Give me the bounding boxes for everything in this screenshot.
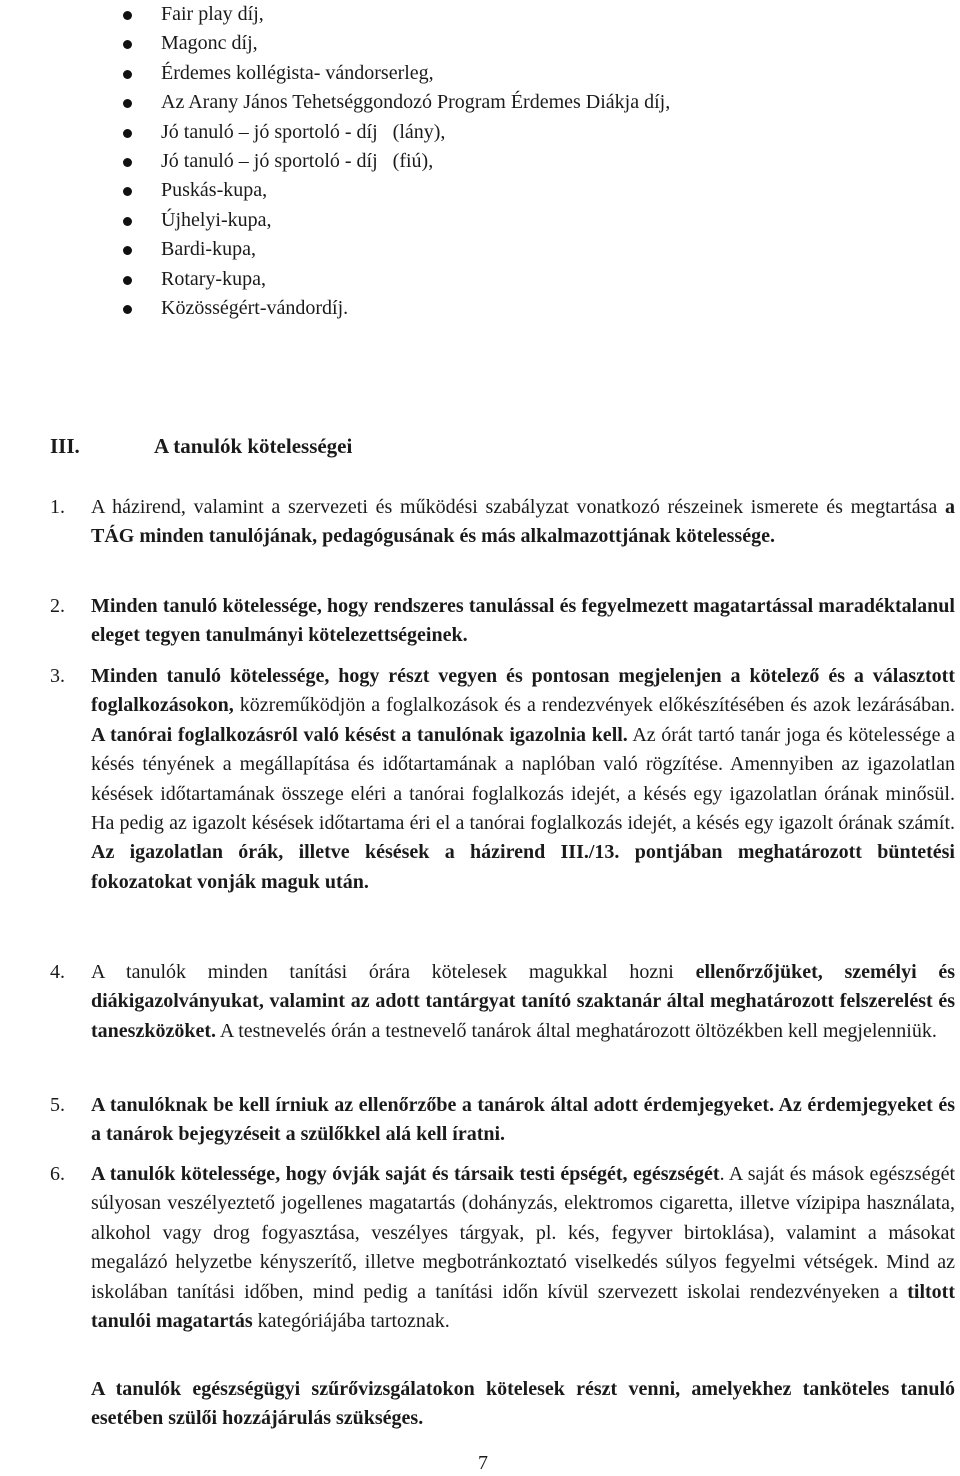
bold-text-run: A tanulóknak be kell írniuk az ellenőrzőbe a tanárok által adott érdemjegyeket. Az érdemjegyeket és a tanárok bejegyzéseit a szülőkkel alá kell íratni. [91, 1094, 955, 1146]
award-item: Közösségért-vándordíj. [120, 294, 670, 323]
text-run: . A saját és mások egészségét súlyosan veszélyeztető jogellenes magatartás (dohányzás, elektromos cigaretta, illetve vízipipa használata, alkohol vagy drog fogyasztása, veszélyes tárgyak, pl. kés, fegyver birtoklása), valamint a másokat megalázó helyzetbe kényszerítő, illetve megbotránkoztató viselkedés súlyos fegyelmi vétségek. Mind az iskolában tanítási időben, mind pedig a tanítási időn kívül szervezett iskolai rendezvényeken a [91, 1163, 956, 1303]
item-number: 4. [50, 961, 65, 983]
award-item: Fair play díj, [120, 0, 670, 29]
item-text [91, 665, 955, 893]
bullet-icon [123, 187, 132, 196]
bold-text-run: Az igazolatlan órák, illetve késések a házirend III./13. pontjában meghatározott büntetési fokozatokat vonják maguk után. [91, 841, 955, 893]
item-number: 1. [50, 496, 65, 518]
bullet-icon [123, 99, 132, 108]
bold-text-run: a TÁG minden tanulójának, pedagógusának és más alkalmazottjának kötelessége. [91, 496, 955, 548]
bold-text-run: A tanulók kötelessége, hogy óvják saját és társaik testi épségét, egészségét [91, 1163, 720, 1185]
award-item: Rotary-kupa, [120, 265, 670, 294]
bullet-icon [123, 129, 132, 138]
text-run: Az órát tartó tanár joga és kötelessége a késés tényének a megállapítása és időtartamának a naplóban való rögzítése. Amennyiben az igazolatlan késések időtartamának összege eléri a tanórai foglalkozás idejét, a késés egy igazolatlan órának minősül. Ha pedig az igazolt késések időtartama éri el a tanórai foglalkozás idejét, a késés egy igazolt órának számít. [91, 723, 956, 835]
section-title: A tanulók kötelességei [154, 434, 353, 458]
award-item: Jó tanuló – jó sportoló - díj (lány), [120, 118, 670, 147]
text-run: közreműködjön a foglalkozások és a rendezvények előkészítésében és azok lezárásában. [233, 694, 955, 717]
page-number: 7 [478, 1452, 488, 1474]
award-item: Puskás-kupa, [120, 176, 670, 205]
bold-text-run: A tanórai foglalkozásról való késést a tanulónak igazolnia kell. [91, 723, 628, 746]
item-text [91, 1094, 955, 1145]
item-number: 5. [50, 1094, 65, 1116]
item-text [91, 1163, 955, 1332]
bold-text-run: Minden tanuló kötelessége, hogy rendszeres tanulással és fegyelmezett magatartással maradéktalanul eleget tegyen tanulmányi kötelezettségeinek. [91, 595, 955, 647]
bullet-icon [123, 11, 132, 20]
award-item: Magonc díj, [120, 29, 670, 58]
awards-list [120, 0, 670, 323]
closing-paragraph: A tanulók egészségügyi szűrővizsgálatokon kötelesek részt venni, amelyekhez tanköteles tanuló esetében szülői hozzájárulás szükséges. [91, 1378, 955, 1430]
text-run: A testnevelés órán a testnevelő tanárok által meghatározott öltözékben kell megjelenniük. [215, 1019, 937, 1042]
item-text [91, 595, 955, 646]
bold-text-run: ellenőrzőjüket, személyi és diákigazolványukat, valamint az adott tantárgyat tanító szaktanár által meghatározott felszerelést és taneszközöket. [91, 961, 955, 1042]
duty-item [50, 493, 955, 552]
duty-item [50, 1091, 955, 1150]
award-item: Bardi-kupa, [120, 235, 670, 264]
award-item: Jó tanuló – jó sportoló - díj (fiú), [120, 147, 670, 176]
duty-item [50, 958, 955, 1046]
bullet-icon [123, 276, 132, 285]
bold-text-run: Minden tanuló kötelessége, hogy részt vegyen és pontosan megjelenjen a kötelező és a választott foglalkozásokon, [91, 665, 955, 717]
text-run: kategóriájába tartoznak. [252, 1310, 450, 1333]
section-number: III. [50, 434, 80, 458]
item-number: 2. [50, 595, 65, 617]
bullet-icon [123, 217, 132, 226]
item-number: 3. [50, 665, 65, 687]
item-number: 6. [50, 1163, 65, 1185]
text-run: A házirend, valamint a szervezeti és működési szabályzat vonatkozó részeinek ismerete és megtartása [91, 496, 945, 518]
bullet-icon [123, 40, 132, 49]
award-item: Az Arany János Tehetséggondozó Program Érdemes Diákja díj, [120, 88, 670, 117]
award-item: Érdemes kollégista- vándorserleg, [120, 59, 670, 88]
duty-item [50, 662, 956, 897]
award-item: Újhelyi-kupa, [120, 206, 670, 235]
bullet-icon [123, 70, 132, 79]
item-text [91, 496, 955, 547]
bullet-icon [123, 246, 132, 255]
text-run: A tanulók minden tanítási órára kötelesek magukkal hozni [91, 961, 696, 983]
bullet-icon [123, 158, 132, 167]
duty-item [50, 1160, 956, 1336]
bullet-icon [123, 305, 132, 314]
bold-text-run: tiltott tanulói magatartás [91, 1280, 955, 1333]
item-text [91, 961, 955, 1042]
duty-item [50, 592, 955, 651]
